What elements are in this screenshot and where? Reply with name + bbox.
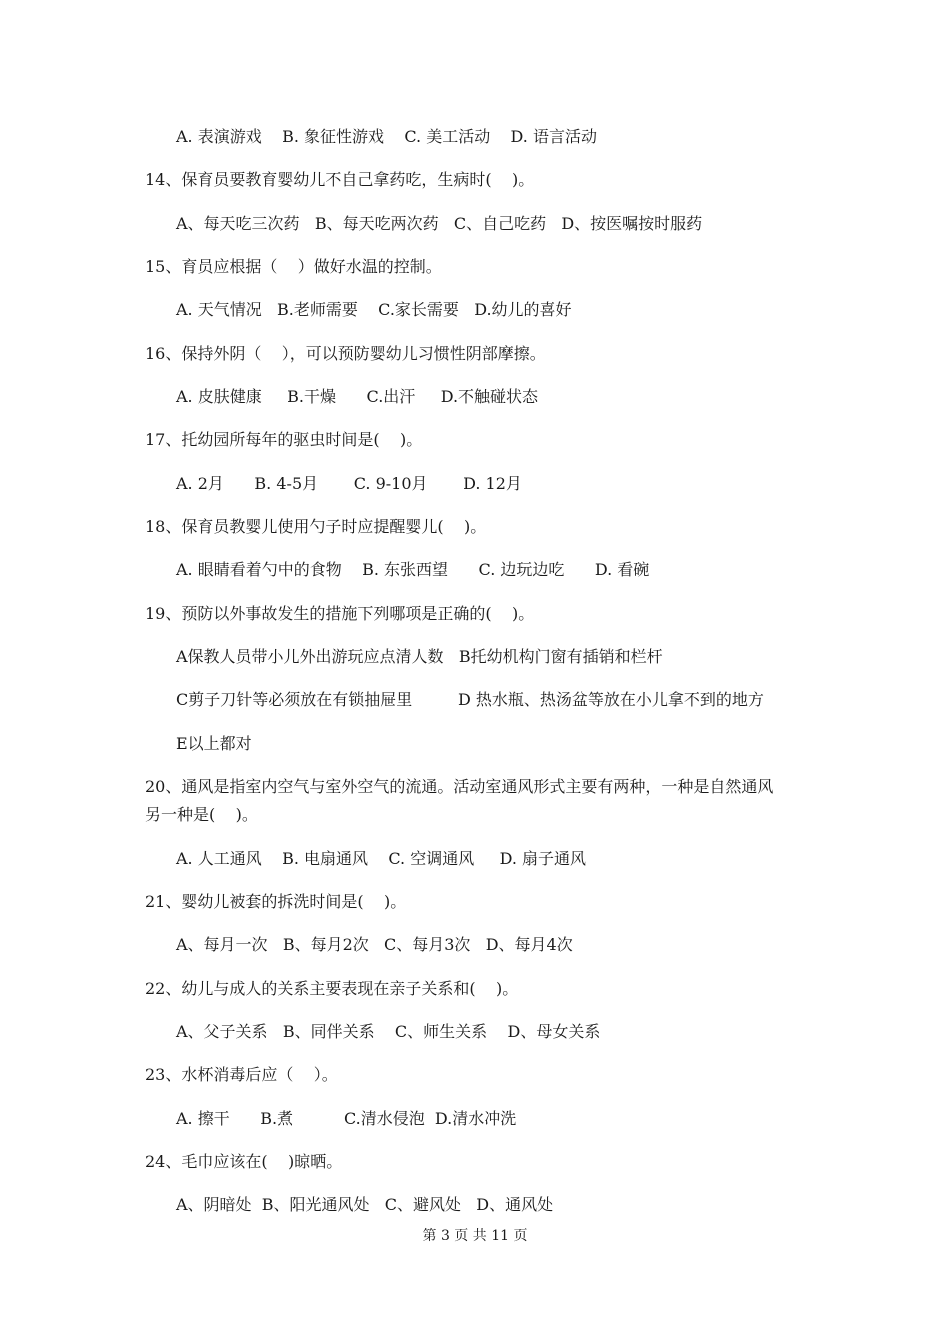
question-19-options-row-2: C剪子刀针等必须放在有锁抽屉里 D 热水瓶、热汤盆等放在小儿拿不到的地方 — [176, 690, 764, 709]
question-22-stem: 22、幼儿与成人的关系主要表现在亲子关系和( )。 — [145, 979, 519, 998]
question-15-stem: 15、育员应根据（ ）做好水温的控制。 — [145, 257, 442, 276]
question-16-options: A. 皮肤健康 B.干燥 C.出汗 D.不触碰状态 — [176, 387, 539, 406]
question-18-stem: 18、保育员教婴儿使用勺子时应提醒婴儿( )。 — [145, 517, 487, 536]
question-14-options: A、每天吃三次药 B、每天吃两次药 C、自己吃药 D、按医嘱按时服药 — [176, 214, 703, 233]
question-24-options: A、阴暗处 B、阳光通风处 C、避风处 D、通风处 — [176, 1195, 554, 1214]
question-20-stem: 20、通风是指室内空气与室外空气的流通。活动室通风形式主要有两种，一种是自然通风 — [145, 777, 774, 796]
question-13-options: A. 表演游戏 B. 象征性游戏 C. 美工活动 D. 语言活动 — [176, 127, 597, 146]
question-19-options-row-1: A保教人员带小儿外出游玩应点清人数 B托幼机构门窗有插销和栏杆 — [176, 647, 663, 666]
page-number-footer: 第 3 页 共 11 页 — [422, 1228, 528, 1244]
question-22-options: A、父子关系 B、同伴关系 C、师生关系 D、母女关系 — [176, 1022, 601, 1041]
question-14-stem: 14、保育员要教育婴幼儿不自己拿药吃，生病时( )。 — [145, 170, 535, 189]
question-23-options: A. 擦干 B.煮 C.清水侵泡 D.清水冲洗 — [176, 1109, 517, 1128]
question-18-options: A. 眼睛看着勺中的食物 B. 东张西望 C. 边玩边吃 D. 看碗 — [176, 560, 650, 579]
question-17-stem: 17、托幼园所每年的驱虫时间是( )。 — [145, 430, 423, 449]
question-20-options: A. 人工通风 B. 电扇通风 C. 空调通风 D. 扇子通风 — [176, 849, 587, 868]
question-19-options-row-3: E以上都对 — [176, 734, 252, 753]
question-19-stem: 19、预防以外事故发生的措施下列哪项是正确的( )。 — [145, 604, 535, 623]
question-20-stem-cont: 另一种是( )。 — [145, 805, 258, 824]
question-15-options: A. 天气情况 B.老师需要 C.家长需要 D.幼儿的喜好 — [176, 300, 572, 319]
question-24-stem: 24、毛巾应该在( )晾晒。 — [145, 1152, 343, 1171]
question-21-stem: 21、婴幼儿被套的拆洗时间是( )。 — [145, 892, 407, 911]
question-16-stem: 16、保持外阴（ ），可以预防婴幼儿习惯性阴部摩擦。 — [145, 344, 546, 363]
question-23-stem: 23、水杯消毒后应（ ）。 — [145, 1065, 338, 1084]
question-17-options: A. 2月 B. 4-5月 C. 9-10月 D. 12月 — [176, 474, 522, 493]
question-21-options: A、每月一次 B、每月2次 C、每月3次 D、每月4次 — [176, 935, 573, 954]
